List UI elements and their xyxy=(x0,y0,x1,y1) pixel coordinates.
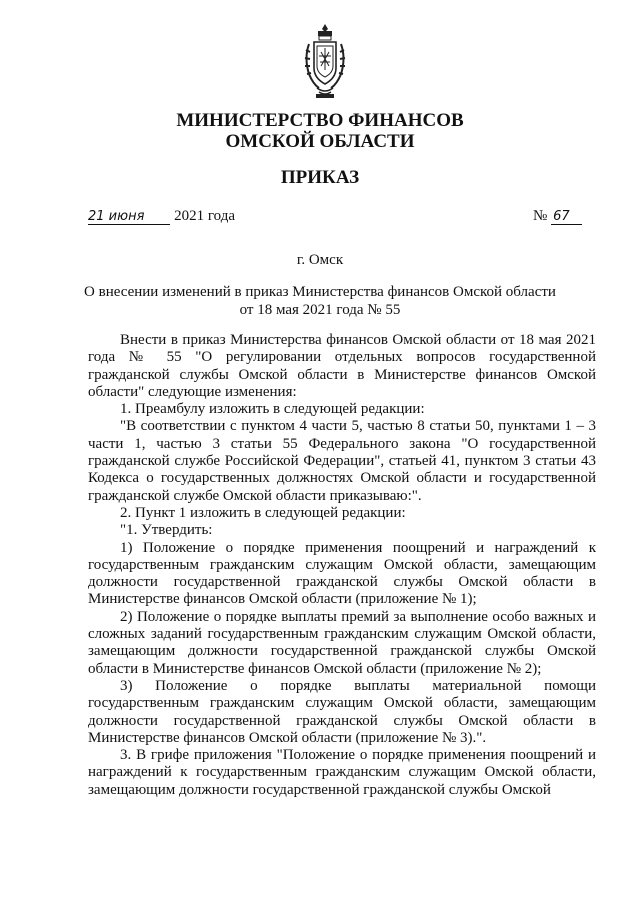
body-paragraph: 1. Преамбулу изложить в следующей редакции: xyxy=(120,401,425,418)
order-body xyxy=(88,332,596,799)
number-prefix: № xyxy=(533,208,548,224)
subject-line-1: О внесении изменений в приказ Министерства финансов Омской области xyxy=(84,284,556,300)
date-handwritten: 21 июня xyxy=(88,209,170,225)
body-paragraph: "1. Утвердить: xyxy=(120,522,213,539)
body-paragraph: 2) Положение о порядке выплаты премий за выполнение особо важных и сложных заданий государственным гражданским служащим Омской области, замещающим должности государственной гражданской службы Омской области в Министерстве финансов Омской области (приложение № 2); xyxy=(88,608,596,677)
ministry-name xyxy=(0,110,640,152)
order-number xyxy=(533,208,582,225)
body-paragraph: Внести в приказ Министерства финансов Омской области от 18 мая 2021 года № 55 "О регулировании отдельных вопросов государственной гражданской службы Омской области в Министерстве финансов Омской области" следующие изменения: xyxy=(88,332,596,400)
body-paragraph: 1) Положение о порядке применения поощрений и награждений к государственным гражданским служащим Омской области, замещающим должности государственной гражданской службы Омской области в Министерстве финансов Омской области (приложение № 1); xyxy=(88,539,596,608)
subject-line-2: от 18 мая 2021 года № 55 xyxy=(239,302,401,318)
date-year: 2021 года xyxy=(174,208,236,224)
body-paragraph: 3. В грифе приложения "Положение о порядке применения поощрений и награждений к государственным гражданским служащим Омской области, замещающим должности государственной гражданской службы Омской xyxy=(88,747,596,798)
order-date xyxy=(88,208,235,225)
body-paragraph: "В соответствии с пунктом 4 части 5, частью 8 статьи 50, пунктами 1 – 3 части 1, частью 3 статьи 55 Федерального закона "О государственной гражданской службе Российской Федерации", статьей 41, пунктом 3 статьи 43 Кодекса о государственных должностях Омской области и государственной гражданской службе Омской области приказываю:". xyxy=(88,418,596,504)
ministry-line-1: МИНИСТЕРСТВО ФИНАНСОВ xyxy=(176,110,464,131)
number-handwritten: 67 xyxy=(551,209,582,225)
body-paragraph: 2. Пункт 1 изложить в следующей редакции: xyxy=(120,504,406,521)
document-type-title: ПРИКАЗ xyxy=(280,167,360,188)
coat-of-arms-emblem xyxy=(303,22,347,102)
body-paragraph: 3) Положение о порядке выплаты материальной помощи государственным гражданским служащим Омской области, замещающим должности государственной гражданской службы Омской области в Министерстве финансов Омской области (приложение № 3).". xyxy=(88,677,596,746)
ministry-line-2: ОМСКОЙ ОБЛАСТИ xyxy=(225,131,415,152)
city: г. Омск xyxy=(296,252,344,268)
order-subject xyxy=(0,283,640,319)
